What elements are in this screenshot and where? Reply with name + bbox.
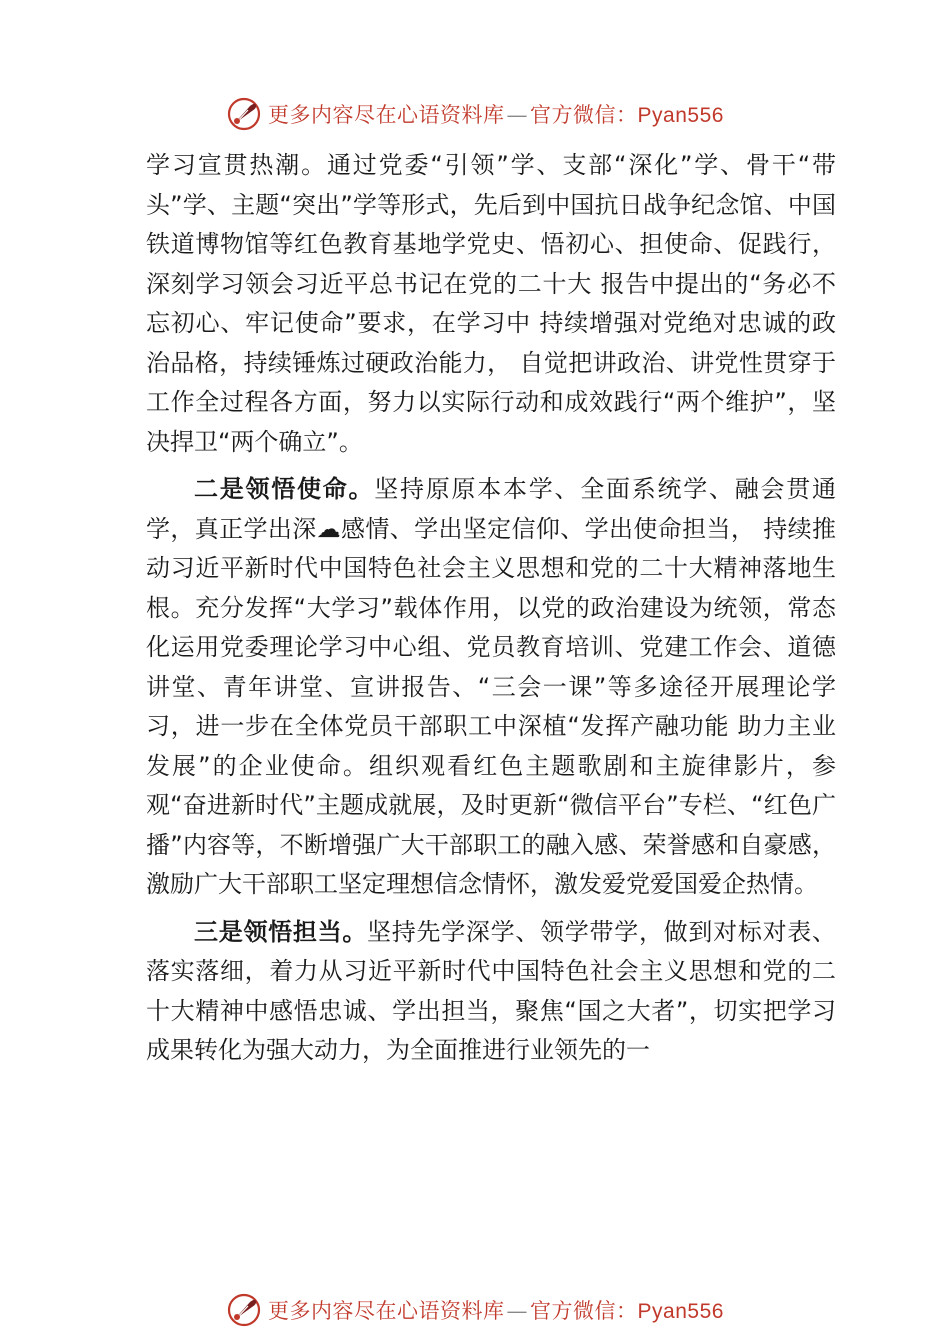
footer-watermark (0, 1288, 950, 1332)
paragraph-3 (146, 913, 836, 1071)
paragraph-2 (146, 470, 836, 905)
paragraph-3-lead: 三是领悟担当。 (194, 917, 368, 946)
paragraph-2-lead: 二是领悟使命。 (194, 475, 375, 503)
watermark-contact-label: 官方微信： (530, 103, 638, 127)
watermark-separator: — (506, 103, 529, 127)
paragraph-2-text: 坚持原原本本学、全面系统学、融会贯通学，真正学出深☁感情、学出坚定信仰、学出使命担当， 持续推动习近平新时代中国特色社会主义思想和党的二十大精神落地生根。充分发挥“大学习”载体作用，以党的政治建设为统领，常态化运用党委理论学习中心组、党员教育培训、党建工作会、道德讲堂、青年讲堂、宣讲报告、“三会一课”等多途径开展理论学习，进一步在全体党员干部职工中深植“发挥产融功能 助力主业发展”的企业使命。组织观看红色主题歌剧和主旋律影片，参观“奋进新时代”主题成就展，及时更新“微信平台”专栏、“红色广播”内容等，不断增强广大干部职工的融入感、荣誉感和自豪感，激励广大干部职工坚定理想信念情怀，激发爱党爱国爱企热情。 (146, 475, 836, 898)
watermark-contact-id: Pyan556 (637, 1300, 724, 1323)
quill-pen-icon (226, 96, 262, 132)
quill-pen-icon (226, 1292, 262, 1328)
header-watermark (0, 92, 950, 136)
watermark-contact-label: 官方微信： (530, 1299, 638, 1323)
watermark-separator: — (506, 1299, 529, 1323)
paragraph-1: 学习宣贯热潮。通过党委“引领”学、支部“深化”学、骨干“带头”学、主题“突出”学等形式，先后到中国抗日战争纪念馆、中国铁道博物馆等红色教育基地学党史、悟初心、担使命、促践行，深刻学习领会习近平总书记在党的二十大 报告中提出的“务必不忘初心、牢记使命”要求，在学习中 持续增强对党绝对忠诚的政治品格，持续锤炼过硬政治能力， 自觉把讲政治、讲党性贯穿于工作全过程各方面，努力以实际行动和成效践行“两个维护”，坚决捍卫“两个确立”。 (146, 151, 836, 456)
watermark-site: 更多内容尽在心语资料库 (268, 103, 505, 127)
watermark-site: 更多内容尽在心语资料库 (268, 1299, 505, 1323)
paragraph-3-text: 坚持先学深学、领学带学，做到对标对表、落实落细，着力从习近平新时代中国特色社会主义思想和党的二十大精神中感悟忠诚、学出担当，聚焦“国之大者”，切实把学习成果转化为强大动力，为全面推进行业领先的一 (146, 917, 837, 1064)
document-body (146, 146, 836, 1071)
watermark-contact-id: Pyan556 (637, 104, 724, 127)
